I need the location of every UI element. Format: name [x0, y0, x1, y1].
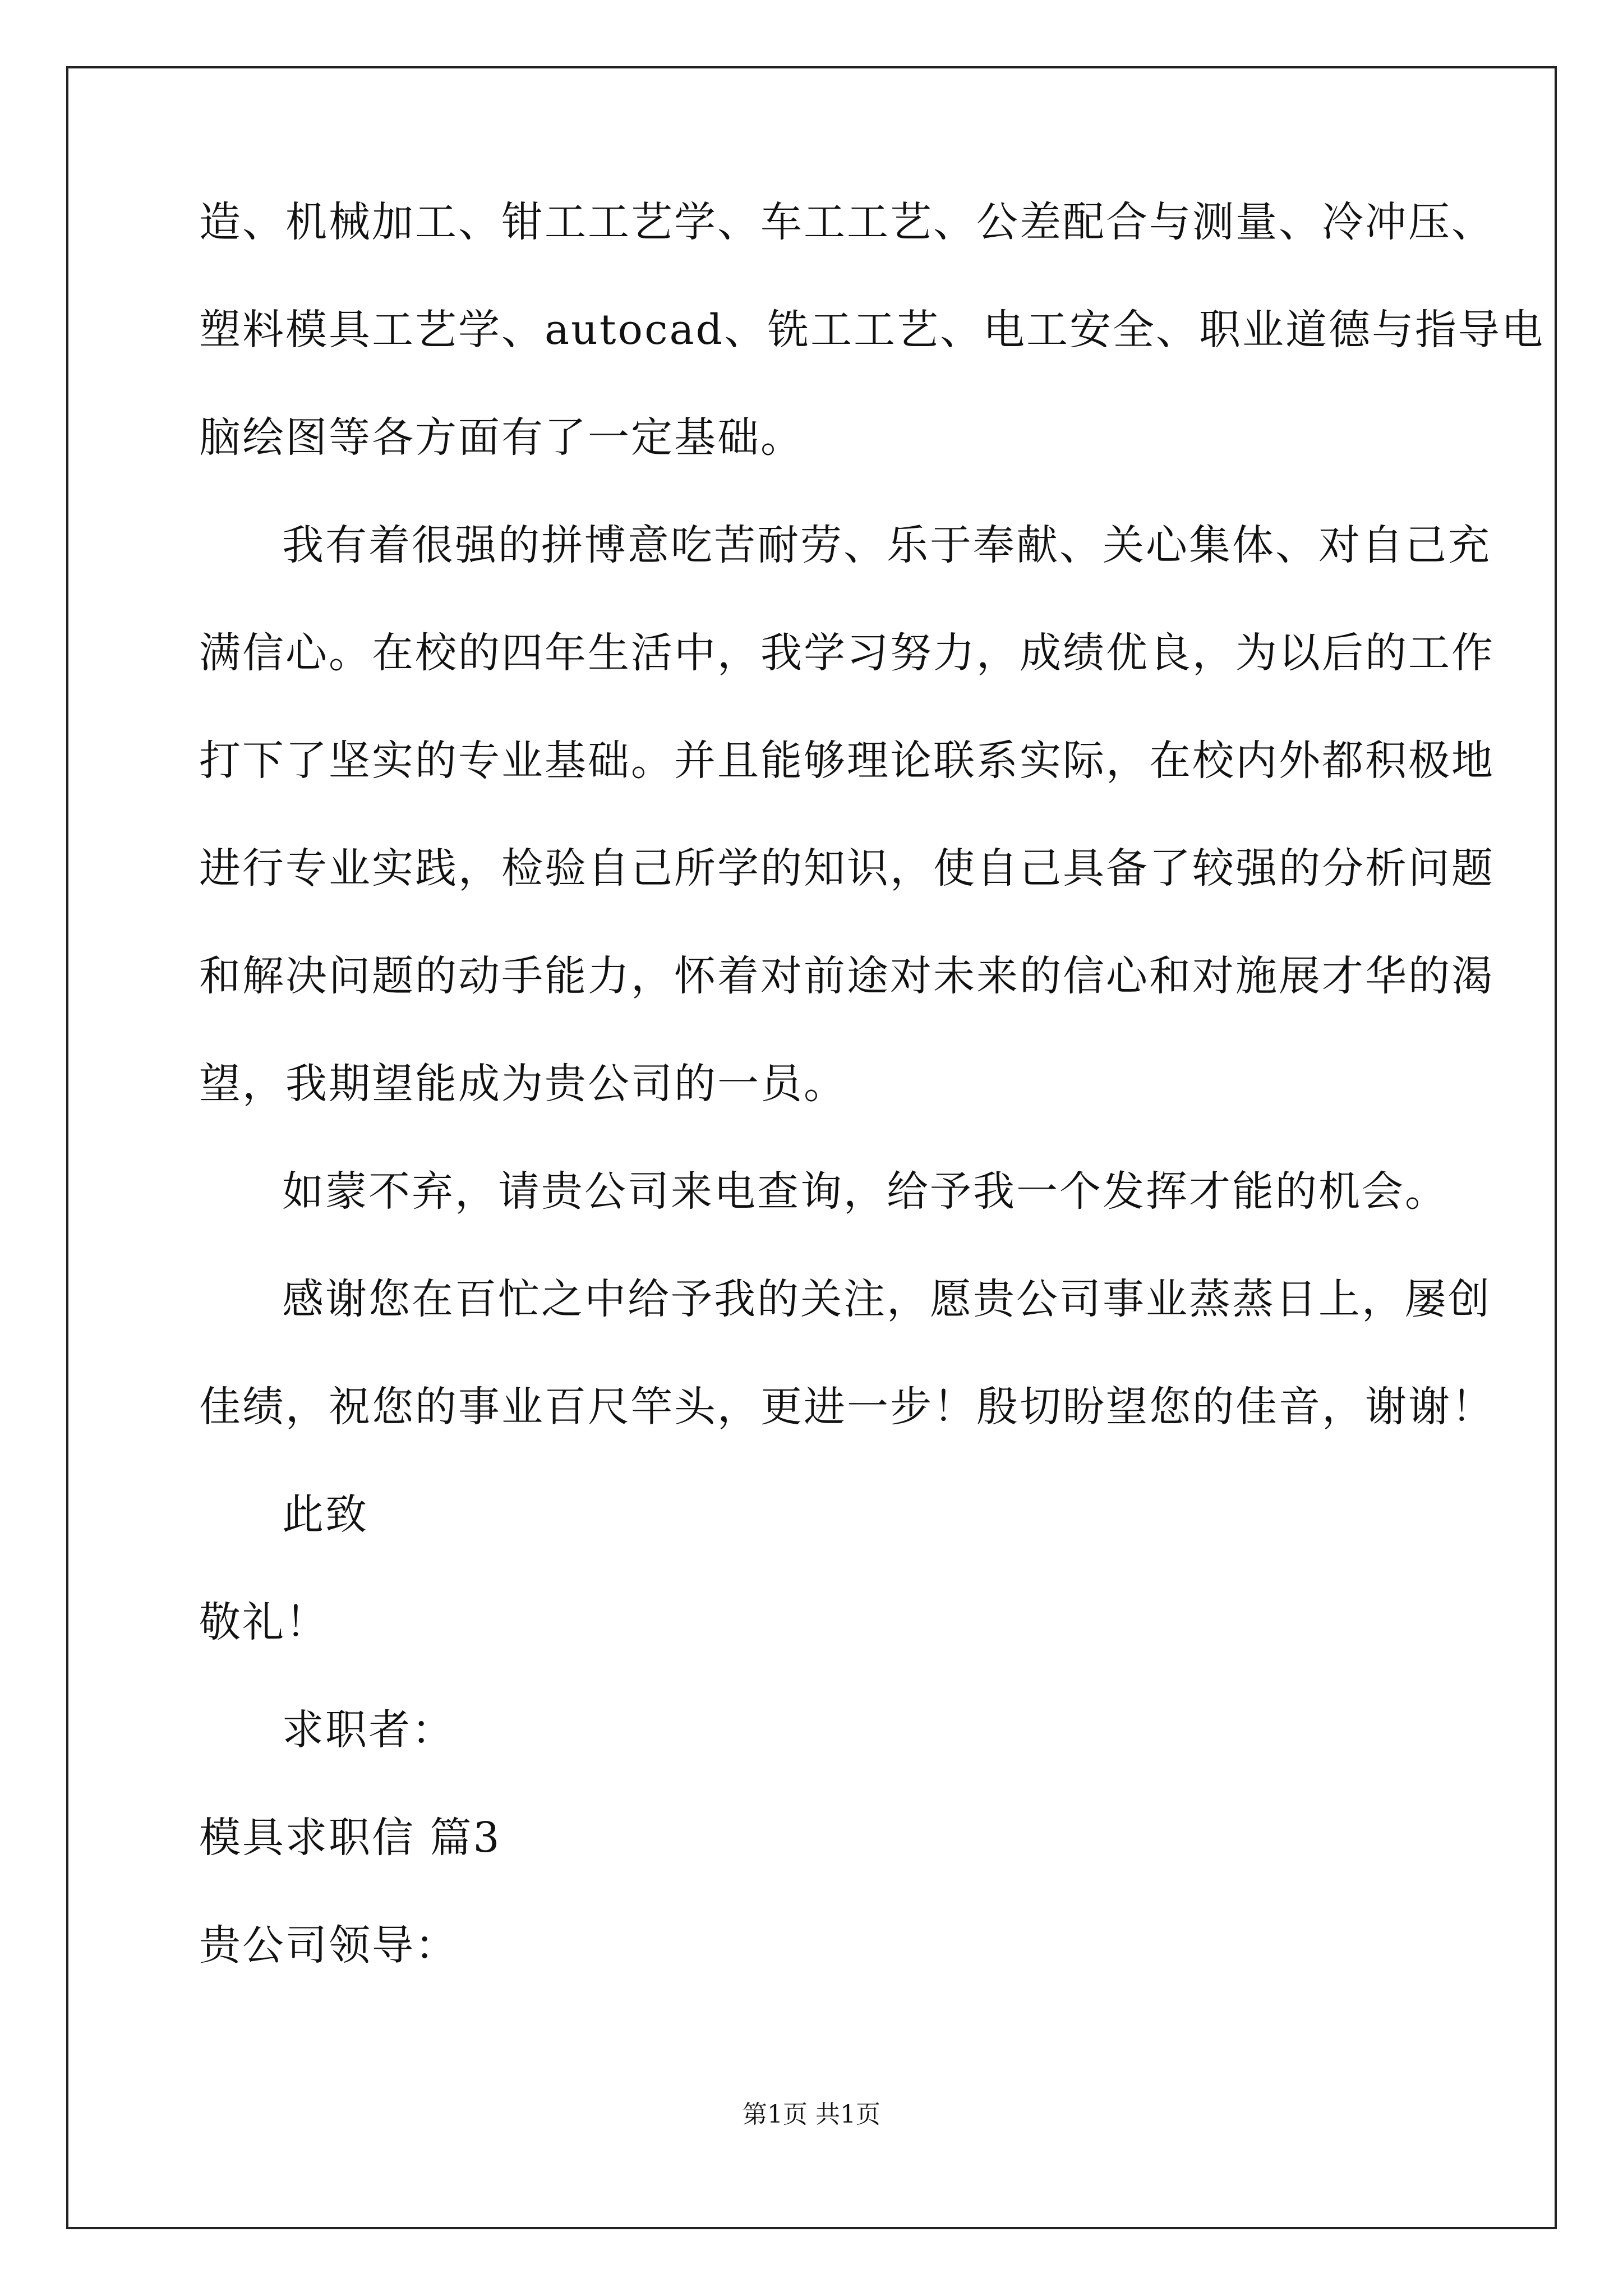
page-border: [66, 66, 1557, 2229]
paragraph-start-line: 如蒙不弃，请贵公司来电查询，给予我一个发挥才能的机会。: [282, 1167, 1448, 1216]
text-line: 望，我期望能成为贵公司的一员。: [199, 1060, 847, 1108]
closing-line: 此致: [282, 1490, 368, 1539]
section-heading: 模具求职信 篇3: [199, 1814, 501, 1862]
text-line: 打下了坚实的专业基础。并且能够理论联系实际，在校内外都积极地: [199, 737, 1495, 785]
text-line: 和解决问题的动手能力，怀着对前途对未来的信心和对施展才华的渴: [199, 952, 1495, 1000]
signature-label: 求职者：: [282, 1706, 455, 1754]
salutation-line: 敬礼！: [199, 1598, 329, 1646]
text-line: 脑绘图等各方面有了一定基础。: [199, 413, 804, 462]
text-line: 塑料模具工艺学、autocad、铣工工艺、电工安全、职业道德与指导电: [199, 306, 1544, 354]
paragraph-start-line: 我有着很强的拼博意吃苦耐劳、乐于奉献、关心集体、对自己充: [282, 521, 1491, 569]
text-line: 佳绩，祝您的事业百尺竿头，更进一步！殷切盼望您的佳音，谢谢！: [199, 1383, 1495, 1431]
text-line: 满信心。在校的四年生活中，我学习努力，成绩优良，为以后的工作: [199, 629, 1495, 677]
paragraph-start-line: 感谢您在百忙之中给予我的关注，愿贵公司事业蒸蒸日上，屡创: [282, 1275, 1491, 1323]
page-footer: 第1页 共1页: [743, 2100, 880, 2129]
text-line: 进行专业实践，检验自己所学的知识，使自己具备了较强的分析问题: [199, 844, 1495, 892]
text-line: 造、机械加工、钳工工艺学、车工工艺、公差配合与测量、冷冲压、: [199, 198, 1495, 246]
greeting-line: 贵公司领导：: [199, 1921, 458, 1970]
